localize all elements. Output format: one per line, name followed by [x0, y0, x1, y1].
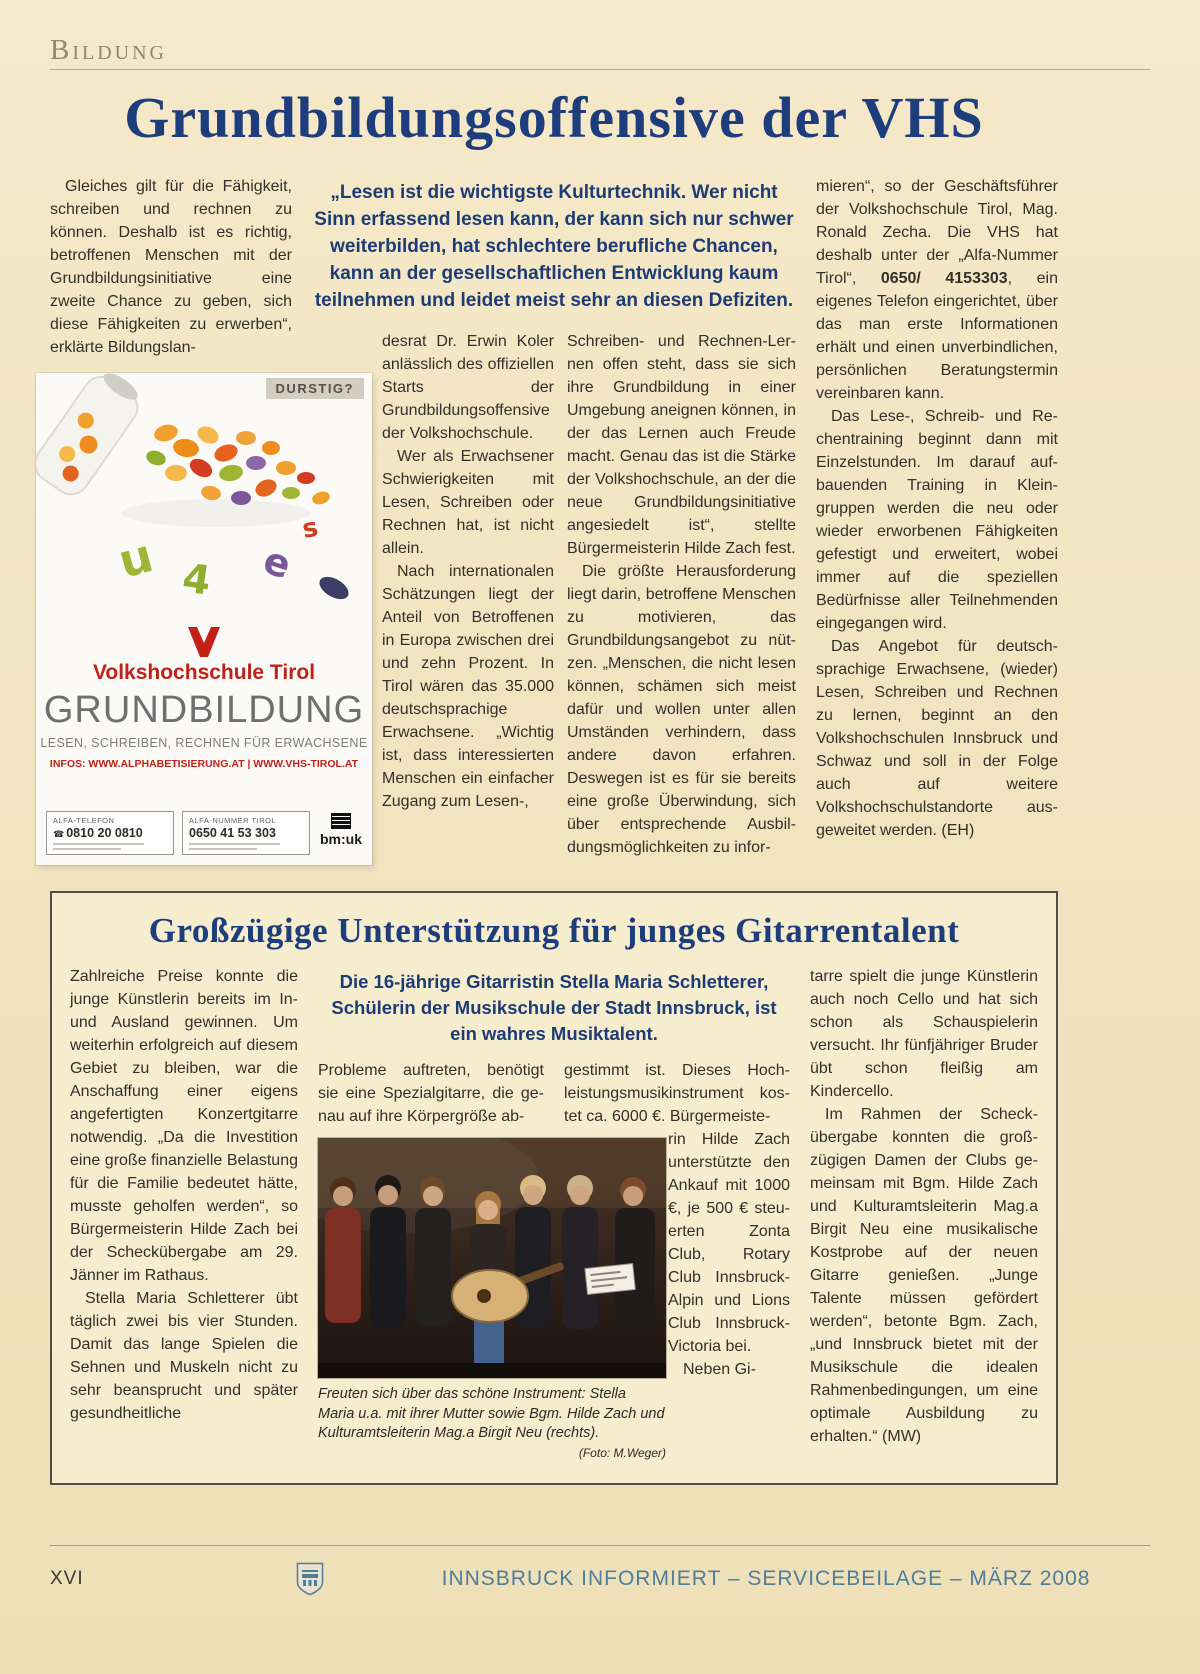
bottom-article-column-2: [318, 1059, 666, 1463]
candy-letters-photo: [36, 373, 372, 623]
vhs-v-logo: [36, 627, 372, 659]
body-paragraph: Probleme auftreten, benötigt sie eine Spezialgitarre, die genau auf ihre Körpergröße ab-: [318, 1062, 544, 1125]
body-paragraph: Nach internationalen Schätzungen liegt der Anteil von Betroffenen in Europa zwischen drei und zehn Prozent. In Tirol wären das 35.000 deutschsprachige Erwachsene. „Wichtig ist, dass interessierten Menschen ein einfacher Zugang zum Lesen-,: [382, 563, 554, 810]
bmuk-logo-text: bm:uk: [320, 831, 362, 847]
section-rule: [50, 69, 1150, 70]
poster-title: GRUNDBILDUNG: [43, 689, 365, 731]
svg-text:s: s: [300, 512, 321, 545]
top-article-column-4: [816, 175, 1058, 865]
top-article-column-3: [567, 330, 796, 859]
bottom-article-lede: Die 16-jährige Gitarristin Stella Maria Schletterer, Schülerin der Musikschule der Stadt Innsbruck, ist ein wahres Musiktalent.: [331, 971, 777, 1044]
page-footer: [50, 1545, 1150, 1596]
svg-text:u: u: [112, 527, 159, 589]
bmuk-logo: [320, 811, 362, 847]
scheck-uebergabe-photo: [318, 1138, 666, 1378]
fineprint-bar: [53, 843, 144, 845]
innsbruck-crest-logo: [296, 1562, 324, 1596]
durstig-label: DURSTIG?: [266, 378, 364, 399]
body-paragraph: tarre spielt die junge Künstlerin auch noch Cello und hat sich schon als Schauspielerin versucht. Ihr fünfjähriger Bruder übt schon fleißig am Kindercello.: [810, 968, 1038, 1100]
fineprint-bar: [53, 848, 121, 850]
alfa-nummer-number: 0650 41 53 303: [189, 826, 276, 840]
bottom-article-title: Großzügige Unterstützung für junges Gitarrentalent: [148, 911, 960, 950]
poster-subtitle: LESEN, SCHREIBEN, RECHNEN FÜR ERWACHSENE: [40, 736, 368, 750]
body-paragraph: Zahlreiche Preise konnte die junge Künstlerin bereits im In- und Ausland gewinnen. Um weiterhin erfolgreich auf diesem Gebiet zu bleiben, war die Anschaffung einer eigens angefertigten Konzertgitarre notwendig. „Da die Investition eine große finanzielle Belastung für die Familie bedeutet hätte, musste geholfen werden“, so Bürgermeisterin Hilde Zach bei der Scheckübergabe am 29. Jänner im Rathaus.: [70, 968, 298, 1284]
body-paragraph: Gleiches gilt für die Fähigkeit, schreiben und rechnen zu können. Deshalb ist es richtig, betroffenen Menschen mit der Grundbildungsinitiative eine zweite Chance zu geben, sich diese Fähigkeiten zu erwerben“, erklärte Bildungslan-: [50, 178, 292, 356]
fineprint-bar: [189, 843, 280, 845]
poster-contact-strip: [46, 811, 362, 855]
section-kicker: Bildung: [50, 34, 167, 66]
bottom-article-box: [50, 891, 1058, 1485]
alfa-nummer-box: [182, 811, 310, 855]
top-article-column-1: [40, 175, 368, 865]
vhs-poster: [36, 373, 372, 865]
poster-info-urls: INFOS: WWW.ALPHABETISIERUNG.AT | WWW.VHS-TIROL.AT: [49, 758, 359, 770]
phone-icon: ☎: [53, 829, 65, 839]
body-paragraph: rin Hilde Zach unterstützte den Ankauf mit 1000 €, je 500 € steuerten Zonta Club, Rotary Club Innsbruck-Alpin und Lions Club Innsbruck-Victoria bei.: [564, 1128, 790, 1358]
footer-rule: [50, 1545, 1150, 1546]
alfa-number-bold: 0650/ 4153303: [880, 270, 1008, 287]
body-paragraph: desrat Dr. Erwin Koler anlässlich des offiziellen Starts der Grundbildungsoffensive der Volkshochschule.: [382, 333, 554, 442]
body-paragraph: Stella Maria Schletterer übt täglich zwei bis vier Stunden. Damit das lange Spielen die Sehnen und Muskeln nicht zu sehr beansprucht und später gesundheitliche: [70, 1290, 298, 1422]
scheck-photo-figure: [318, 1138, 666, 1460]
fineprint-bar: [189, 848, 257, 850]
photo-credit: (Foto: M.Weger): [578, 1445, 666, 1460]
bottom-article-columns: [70, 965, 1038, 1463]
top-article: [40, 175, 1058, 865]
alfa-telefon-label: ALFA-TELEFON: [53, 816, 115, 825]
body-paragraph: Im Rahmen der Scheckübergabe konnten die großzügigen Damen der Clubs gemeinsam mit Bgm. Hilde Zach und Kulturamtsleiterin Mag.a Birgit Neu eine musikalische Kostprobe auf der neuen Gitarre genießen. „Junge Talente müssen gefördert werden“, betonte Bgm. Zach, „und Innsbruck bietet mit der Musikschule die idealen Rahmenbedingungen, um eine optimale Ausbildung zu erhalten.“ (MW): [810, 1106, 1038, 1445]
photo-caption: Freuten sich über das schöne Instrument: Stella Maria u.a. mit ihrer Mutter sowie Bgm. Hilde Zach und Kulturamtsleiterin Mag.a Birgit Neu (rechts). (Foto: M.Weger): [318, 1385, 666, 1444]
top-article-column-2: [382, 330, 554, 859]
top-article-middle-columns: [312, 330, 796, 859]
bottom-article-column-1: [70, 965, 298, 1463]
bottom-article-column-4: [810, 965, 1038, 1463]
footer-title: INNSBRUCK INFORMIERT – SERVICEBEILAGE – MÄRZ 2008: [441, 1567, 1091, 1590]
body-paragraph: Schreiben- und Rechnen-Lernen offen steht, dass sie sich ihre Grundbildung in einer Umgebung aneignen können, in der das Lernen auch Freude macht. Genau das ist die Stärke der Volkshochschule, an der die neue Grundbildungsinitiative angesiedelt ist“, stellte Bürgermeisterin Hilde Zach fest.: [567, 333, 796, 557]
body-paragraph: mieren“, so der Geschäftsführer der Volkshochschule Tirol, Mag. Ronald Zecha. Die VHS hat deshalb unter der „Alfa-Nummer Tirol“, 0650/ 4153303, ein eigenes Telefon eingerichtet, über das man erste Informationen erhält und einen unverbindlichen, persönlichen Beratungstermin vereinbaren kann.: [816, 178, 1058, 402]
bottom-article-middle: [318, 965, 790, 1463]
top-article-middle: [312, 175, 796, 865]
page-number: XVI: [50, 1568, 84, 1589]
article-headline: Grundbildungsoffensive der VHS: [124, 85, 984, 150]
bmuk-mark-icon: [331, 813, 351, 829]
body-paragraph: Neben Gi-: [683, 1361, 756, 1378]
alfa-telefon-number: ☎ 0810 20 0810: [53, 826, 143, 840]
body-paragraph: Wer als Erwachsener Schwierigkeiten mit Lesen, Schreiben oder Rechnen hat, ist nicht allein.: [382, 448, 554, 557]
svg-text:e: e: [258, 537, 297, 588]
body-paragraph: gestimmt ist. Dieses Hochleistungsmusikinstrument kostet ca. 6000 €. Bürgermeiste-: [564, 1062, 790, 1125]
body-paragraph: Das Angebot für deutschsprachige Erwachsene, (wieder) Lesen, Schreiben und Rechnen zu lernen, beginnt an den Volkshochschulen Innsbruck und Schwaz und soll in der Folge auch auf weitere Volkshochschulstandorte ausgeweitet werden. (EH): [816, 638, 1058, 839]
page-header: [50, 34, 1058, 151]
body-paragraph: Das Lese-, Schreib- und Rechentraining beginnt dann mit Einzelstunden. Im darauf aufbauenden Training in Kleingruppen werden die neu oder wieder erworbenen Fähigkeiten gefestigt und erweitert, wobei immer auf die speziellen Bedürfnisse aller Teilnehmenden eingegangen wird.: [816, 408, 1058, 632]
body-paragraph: Die größte Herausforderung liegt darin, betroffene Menschen zu motivieren, das Grundbildungsangebot zu nützen. „Menschen, die nicht lesen können, schämen sich meist dafür und wollen unter allen Umständen verhindern, dass andere davon erfahren. Deswegen ist es für sie bereits eine große Überwindung, sich über entsprechende Ausbildungsmöglichkeiten zu infor-: [567, 563, 796, 856]
svg-text:4: 4: [179, 555, 214, 605]
poster-brand: Volkshochschule Tirol: [92, 661, 316, 684]
footer-row: [50, 1562, 1150, 1596]
alfa-telefon-box: [46, 811, 174, 855]
article-lede: „Lesen ist die wichtigste Kulturtechnik. Wer nicht Sinn erfassend lesen kann, der kann sich nur schwer weiterbilden, hat schlechtere berufliche Chancen, kann an der gesellschaftlichen Entwicklung kaum teilnehmen und leidet meist sehr an diesen Defiziten.: [314, 182, 794, 311]
alfa-nummer-label: ALFA-NUMMER TIROL: [189, 816, 277, 825]
bottom-article-middle-columns: [318, 1059, 790, 1463]
